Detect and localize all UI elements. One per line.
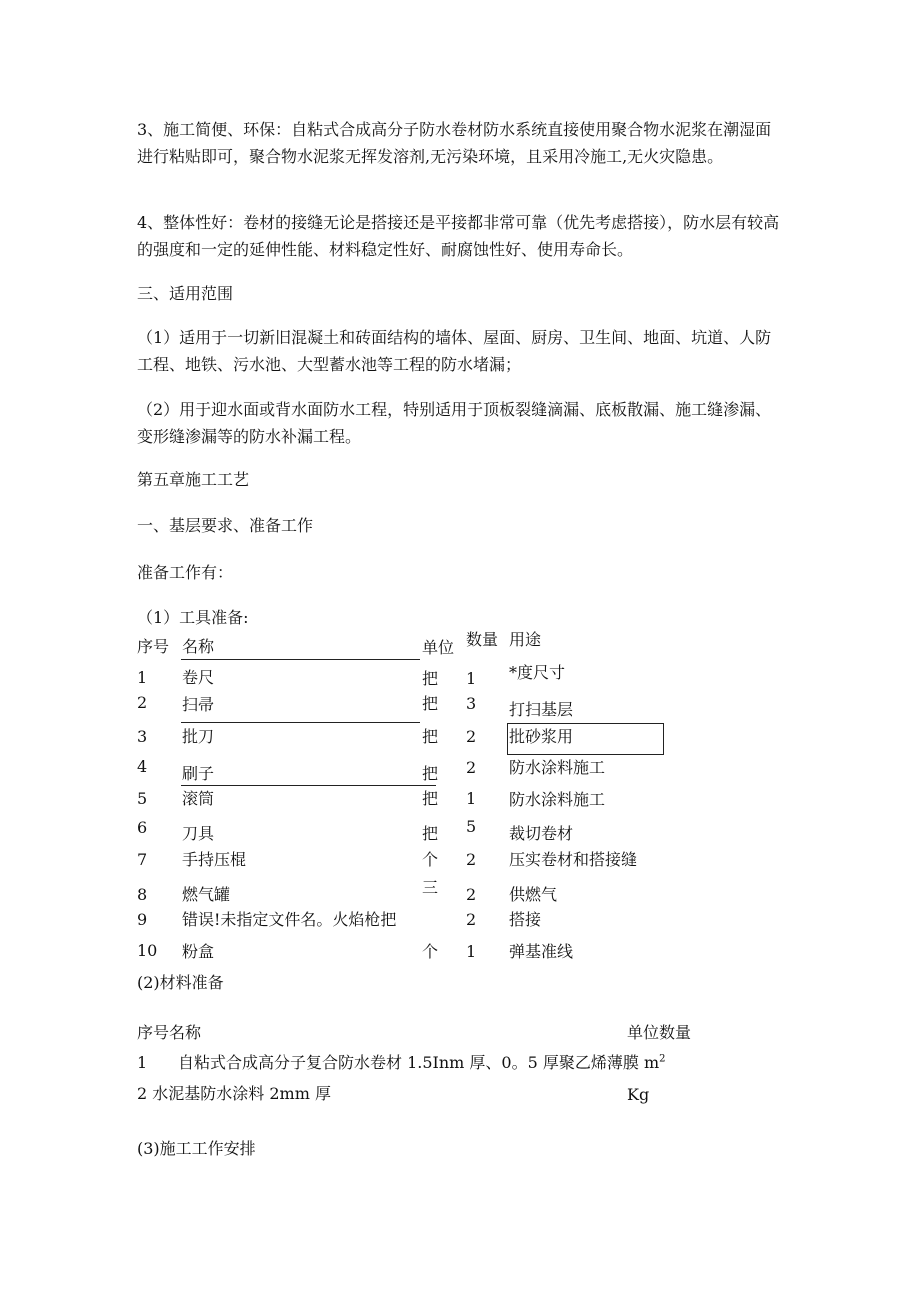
row-name: 刀具	[182, 824, 215, 843]
row-name: 批刀	[182, 727, 215, 746]
row-no: 1	[137, 668, 148, 687]
row-qty: 2	[466, 727, 477, 746]
row-no: 9	[137, 910, 148, 929]
row-unit: 三	[422, 878, 439, 897]
row-name: 刷子	[182, 764, 215, 783]
row-qty: 3	[466, 694, 477, 713]
materials-row-no: 1	[137, 1053, 148, 1072]
row-name: 燃气罐	[182, 885, 231, 904]
row-use: *度尺寸	[509, 663, 566, 682]
row-no: 8	[137, 885, 148, 904]
materials-row-2: 2 水泥基防水涂料 2mm 厚	[137, 1084, 331, 1103]
row-use: 压实卷材和搭接缝	[509, 850, 638, 869]
row-no: 3	[137, 727, 148, 746]
row-use: 防水涂料施工	[509, 758, 606, 777]
materials-row-2-unit: Kg	[627, 1085, 650, 1104]
table-rule	[181, 785, 436, 786]
row-no: 6	[137, 818, 148, 837]
materials-header-left: 序号名称	[137, 1023, 202, 1042]
materials-row-1	[178, 1053, 666, 1073]
superscript: 2	[659, 1053, 666, 1065]
row-unit: 把	[422, 727, 439, 746]
paragraph-scope-1: （1）适用于一切新旧混凝土和砖面结构的墙体、屋面、厨房、卫生间、地面、坑道、人防工程、地铁、污水池、大型蓄水池等工程的防水堵漏；	[137, 328, 772, 374]
row-no: 2	[137, 693, 148, 712]
heading-tools: （1）工具准备:	[137, 608, 249, 627]
row-unit: 把	[422, 764, 439, 783]
row-use: 搭接	[509, 910, 542, 929]
row-qty: 1	[466, 942, 477, 961]
row-unit: 把	[422, 789, 439, 808]
row-name: 卷尺	[182, 668, 215, 687]
heading-scope: 三、适用范围	[137, 284, 234, 303]
table-rule	[181, 722, 420, 723]
row-use: 打扫基层	[509, 700, 574, 719]
paragraph-integrity: 4、整体性好：卷材的接缝无论是搭接还是平接都非常可靠（优先考虑搭接），防水层有较高的强度和一定的延伸性能、材料稳定性好、耐腐蚀性好、使用寿命长。	[137, 213, 780, 259]
heading-chapter-5: 第五章施工工艺	[137, 470, 250, 489]
row-name: 粉盒	[182, 942, 215, 961]
row-unit: 个	[422, 942, 439, 961]
row-use: 裁切卷材	[509, 824, 574, 843]
row-no: 5	[137, 789, 148, 808]
row-unit: 把	[422, 824, 439, 843]
header-qty: 数量	[466, 630, 499, 649]
row-use: 弹基准线	[509, 942, 574, 961]
row-name: 错误!未指定文件名。火焰枪把	[182, 910, 397, 929]
materials-title: (2)材料准备	[137, 973, 224, 992]
row-name: 手持压棍	[182, 850, 247, 869]
row-qty: 1	[466, 669, 477, 688]
materials-header-right: 单位数量	[627, 1023, 692, 1042]
paragraph-construction-convenience: 3、施工简便、环保：自粘式合成高分子防水卷材防水系统直接使用聚合物水泥浆在潮湿面进行粘贴即可，聚合物水泥浆无挥发溶剂,无污染环境，且采用冷施工,无火灾隐患。	[137, 120, 772, 166]
row-qty: 2	[466, 910, 477, 929]
header-unit: 单位	[422, 638, 455, 657]
row-name: 滚筒	[182, 789, 215, 808]
row-no: 7	[137, 850, 148, 869]
row-qty: 2	[466, 758, 477, 777]
row-qty: 2	[466, 885, 477, 904]
row-qty: 2	[466, 850, 477, 869]
row-use: 供燃气	[509, 885, 558, 904]
row-use: 批砂浆用	[509, 727, 574, 746]
header-no: 序号	[137, 637, 170, 656]
materials-row-1-text: 自粘式合成高分子复合防水卷材 1.5Inm 厚、0。5 厚聚乙烯薄膜 m	[178, 1053, 660, 1072]
row-qty: 5	[466, 817, 477, 836]
row-no: 10	[137, 941, 158, 960]
row-unit: 个	[422, 850, 439, 869]
header-name: 名称	[182, 637, 215, 656]
row-no: 4	[137, 757, 148, 776]
row-qty: 1	[466, 789, 477, 808]
row-unit: 把	[422, 669, 439, 688]
paragraph-preparation-text: 准备工作有：	[137, 563, 234, 582]
row-name: 扫帚	[182, 695, 215, 714]
table-rule	[181, 659, 420, 660]
row-use: 防水涂料施工	[509, 790, 606, 809]
row-unit: 把	[422, 694, 439, 713]
paragraph-scope-2: （2）用于迎水面或背水面防水工程，特别适用于顶板裂缝滴漏、底板散漏、施工缝渗漏、变形缝渗漏等的防水补漏工程。	[137, 400, 772, 446]
header-use: 用途	[509, 630, 542, 649]
schedule-title: (3)施工工作安排	[137, 1139, 256, 1158]
heading-base-requirements: 一、基层要求、准备工作	[137, 516, 314, 535]
